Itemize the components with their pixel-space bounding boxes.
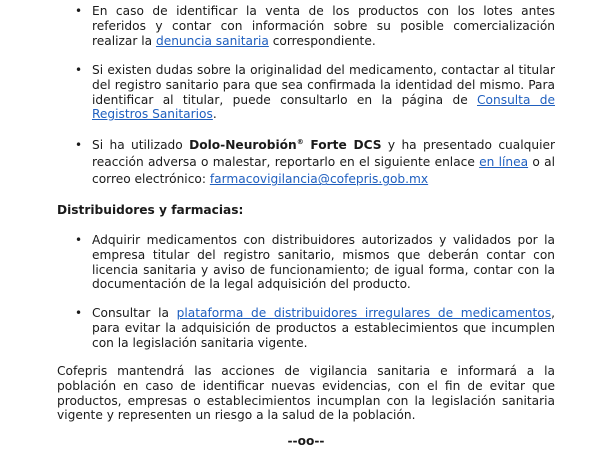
item-text: o al correo electrónico:: [92, 155, 555, 187]
item-text: Si ha utilizado: [92, 138, 190, 152]
product-name: Dolo-Neurobión® Forte DCS: [189, 137, 382, 152]
bullet: •: [75, 138, 83, 152]
end-mark: --oo--: [287, 434, 325, 448]
list-item: [75, 63, 555, 122]
list-item: [75, 137, 555, 189]
list-item: [75, 4, 555, 48]
item-text: correspondiente.: [268, 33, 376, 48]
en-linea-link[interactable]: en línea: [479, 155, 529, 170]
item-text: Si existen dudas sobre la originalidad del medicamento, contactar al titular del registro sanitario para que sea confirmada la identidad del mismo. Para identificar al titular, puede consultarlo en la página de: [92, 63, 555, 107]
bullet: •: [75, 306, 83, 320]
farmacovigilancia-email-link[interactable]: farmacovigilancia@cofepris.gob.mx: [209, 172, 429, 187]
distributors-heading: Distribuidores y farmacias:: [57, 203, 244, 217]
closing-paragraph: Cofepris mantendrá las acciones de vigilancia sanitaria e informará a la población en caso de identificar nuevas evidencias, con el fin de evitar que productos, empresas o establecimientos incumplan con la legislación sanitaria vigente y representen un riesgo a la salud de la población.: [57, 364, 555, 423]
distribuidores-irregulares-link[interactable]: plataforma de distribuidores irregulares de medicamentos: [176, 306, 552, 320]
item-text: y ha presentado cualquier reacción adversa o malestar, reportarlo en el siguiente enlace: [92, 138, 555, 170]
bullet: •: [75, 233, 83, 247]
bullet: •: [75, 4, 83, 18]
list-item: [75, 233, 555, 292]
consulta-registros-sanitarios-link[interactable]: Consulta de Registros Sanitarios: [92, 92, 555, 122]
item-text: .: [212, 107, 217, 122]
item-text: En caso de identificar la venta de los productos con los lotes antes referidos y contar con información sobre su posible comercialización realizar la: [92, 4, 555, 48]
registered-mark: ®: [296, 137, 304, 146]
list-item: [75, 306, 555, 350]
item-text: , para evitar la adquisición de productos a establecimientos que incumplen con la legislación sanitaria vigente.: [92, 306, 555, 350]
item-text: Consultar la: [92, 306, 177, 320]
item-text: Adquirir medicamentos con distribuidores autorizados y validados por la empresa titular del registro sanitario, mismos que deberán contar con licencia sanitaria y aviso de funcionamiento; de igual forma, contar con la documentación de la legal adquisición del producto.: [92, 233, 555, 292]
bullet: •: [75, 63, 83, 77]
denuncia-sanitaria-link[interactable]: denuncia sanitaria: [155, 33, 269, 48]
